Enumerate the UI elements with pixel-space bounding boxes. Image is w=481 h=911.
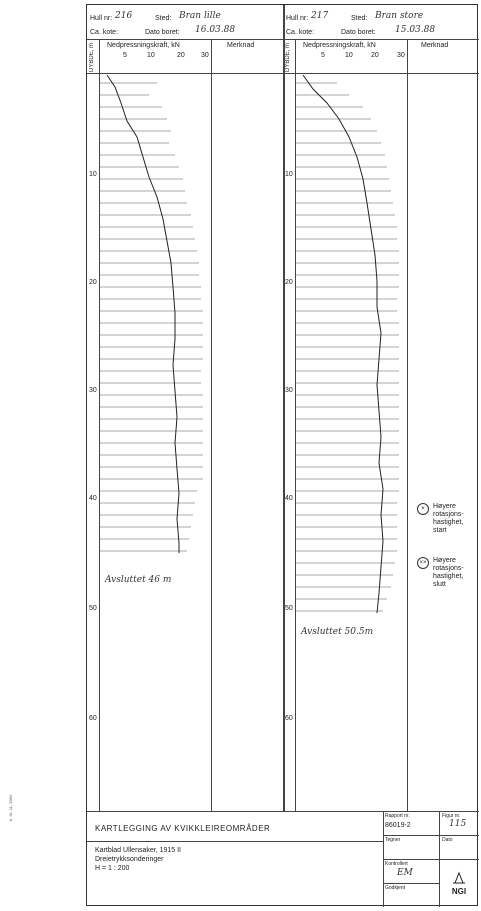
right-depth-50: 50 [285, 605, 293, 612]
left-termination-note: Avsluttet 46 m [105, 575, 172, 585]
kontrollert-value: EM [397, 868, 413, 878]
left-tick-30: 30 [201, 52, 209, 59]
right-depth-header: DYBDE, m [285, 43, 291, 73]
legend-start-text: Høyere rotasjons- hastighet, start [433, 503, 464, 534]
right-force-header: Nedpressningskraft, kN [303, 42, 376, 49]
right-hull-label: Hull nr: [286, 15, 309, 22]
right-hull-value: 217 [311, 11, 329, 21]
drilling-curves [87, 73, 479, 811]
godkjent-label: Godkjent [385, 885, 406, 891]
ngi-logo-mark-icon [449, 871, 469, 885]
footer-line-2: Dreietrykksonderinger [95, 856, 164, 863]
left-dato-value: 16.03.88 [195, 25, 236, 35]
right-depth-20: 20 [285, 279, 293, 286]
left-tick-20: 20 [177, 52, 185, 59]
footer-title-rule [87, 841, 383, 842]
right-tick-30: 30 [397, 52, 405, 59]
right-depth-40: 40 [285, 495, 293, 502]
left-kote-label: Ca. kote: [90, 29, 119, 36]
right-sted-label: Sted: [351, 15, 368, 22]
margin-reference-text: K. Nr. 11, 1984 [8, 795, 13, 822]
kontrollert-label: Kontrollert [385, 861, 408, 867]
left-depth-10: 10 [89, 171, 97, 178]
right-sted-value: Bran store [375, 11, 424, 21]
left-depth-20: 20 [89, 279, 97, 286]
right-kote-label: Ca. kote: [286, 29, 315, 36]
left-depth-header: DYBDE, m [89, 43, 95, 73]
left-hull-value: 216 [115, 11, 133, 21]
left-tick-10: 10 [147, 52, 155, 59]
legend-end-text: Høyere rotasjons- hastighet, slutt [433, 557, 464, 588]
left-depth-40: 40 [89, 495, 97, 502]
dato-label: Dato [442, 837, 453, 843]
ngi-logo [449, 871, 469, 896]
footer-line-3: H = 1 : 200 [95, 865, 130, 872]
left-remark-header: Merknad [227, 42, 255, 49]
legend-end-symbol: ×× [417, 557, 429, 569]
footer-block-rule-3 [383, 883, 439, 884]
right-depth-10: 10 [285, 171, 293, 178]
left-sted-value: Bran lille [179, 11, 221, 21]
right-depth-30: 30 [285, 387, 293, 394]
left-dato-label: Dato boret: [145, 29, 180, 36]
figur-value: 115 [449, 819, 467, 829]
right-dato-label: Dato boret: [341, 29, 376, 36]
right-column-headers [283, 39, 479, 73]
left-half-turn-rows [100, 83, 203, 551]
left-column-headers [87, 39, 283, 73]
right-half-turn-rows [296, 83, 399, 611]
left-sted-label: Sted: [155, 15, 172, 22]
right-force-curve [303, 75, 383, 613]
left-hull-label: Hull nr: [90, 15, 113, 22]
footer-block-rule-2 [383, 859, 479, 860]
drilling-log-sheet [86, 4, 478, 906]
title-block [87, 811, 479, 907]
right-tick-5: 5 [321, 52, 325, 59]
left-depth-50: 50 [89, 605, 97, 612]
left-tick-5: 5 [123, 52, 127, 59]
left-force-curve [107, 75, 179, 553]
footer-block-rule-1 [383, 835, 479, 836]
figur-label: Figur nr. [442, 813, 461, 819]
right-dato-value: 15.03.88 [395, 25, 436, 35]
left-depth-60: 60 [89, 715, 97, 722]
right-log-header [283, 5, 479, 39]
right-tick-20: 20 [371, 52, 379, 59]
left-depth-30: 30 [89, 387, 97, 394]
rapport-value: 86019-2 [385, 822, 411, 829]
tegner-label: Tegner [385, 837, 401, 843]
ngi-logo-text: NGI [451, 887, 467, 896]
footer-title: KARTLEGGING AV KVIKKLEIREOMRÅDER [95, 824, 271, 833]
left-log-header [87, 5, 283, 39]
legend-start-symbol: × [417, 503, 429, 515]
right-depth-60: 60 [285, 715, 293, 722]
right-termination-note: Avsluttet 50.5m [301, 627, 374, 637]
right-tick-10: 10 [345, 52, 353, 59]
right-remark-header: Merknad [421, 42, 449, 49]
left-force-header: Nedpressningskraft, kN [107, 42, 180, 49]
footer-line-1: Kartblad Ullensaker, 1915 II [95, 847, 181, 854]
rapport-label: Rapport nr. [385, 813, 410, 819]
